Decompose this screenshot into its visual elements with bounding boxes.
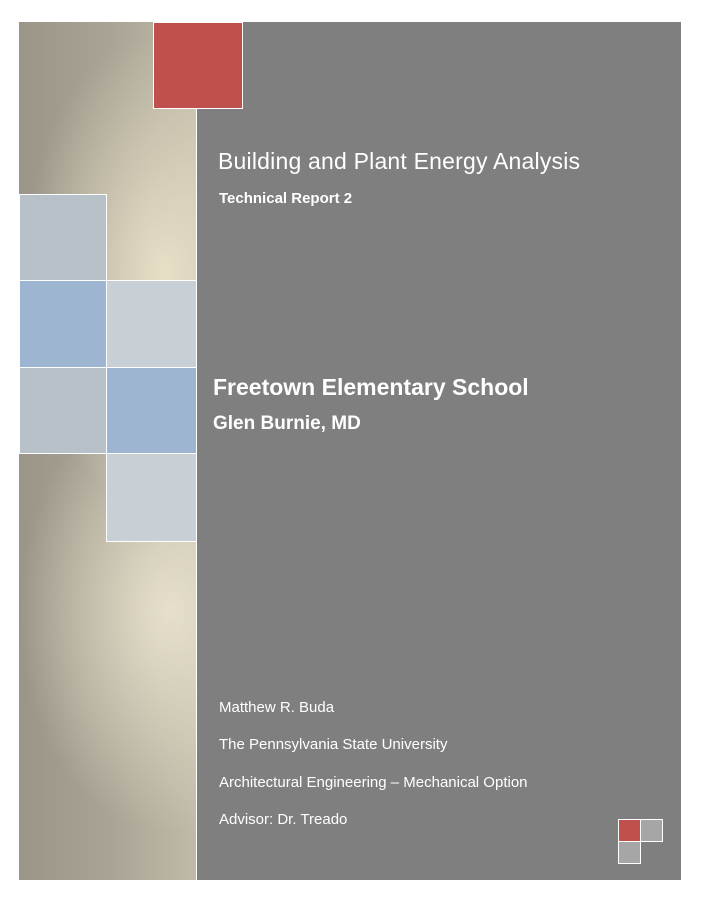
decorative-blue-square [106,367,197,454]
cover-page [19,22,681,880]
department-name: Architectural Engineering – Mechanical Option [219,774,528,791]
decorative-gray-square [19,367,107,454]
mini-gray-square [640,819,663,842]
decorative-blue-square [19,280,107,368]
decorative-light-square [106,280,197,368]
decorative-red-square [153,22,243,109]
author-name: Matthew R. Buda [219,699,335,716]
report-subtitle: Technical Report 2 [219,190,353,207]
mini-gray-square [618,841,641,864]
decorative-light-square [106,453,197,542]
report-title: Building and Plant Energy Analysis [218,148,581,174]
mini-red-square [618,819,641,842]
school-location: Glen Burnie, MD [213,413,361,434]
decorative-gray-square [19,194,107,281]
school-name: Freetown Elementary School [213,374,529,400]
advisor-name: Advisor: Dr. Treado [219,811,348,828]
university-name: The Pennsylvania State University [219,736,448,753]
